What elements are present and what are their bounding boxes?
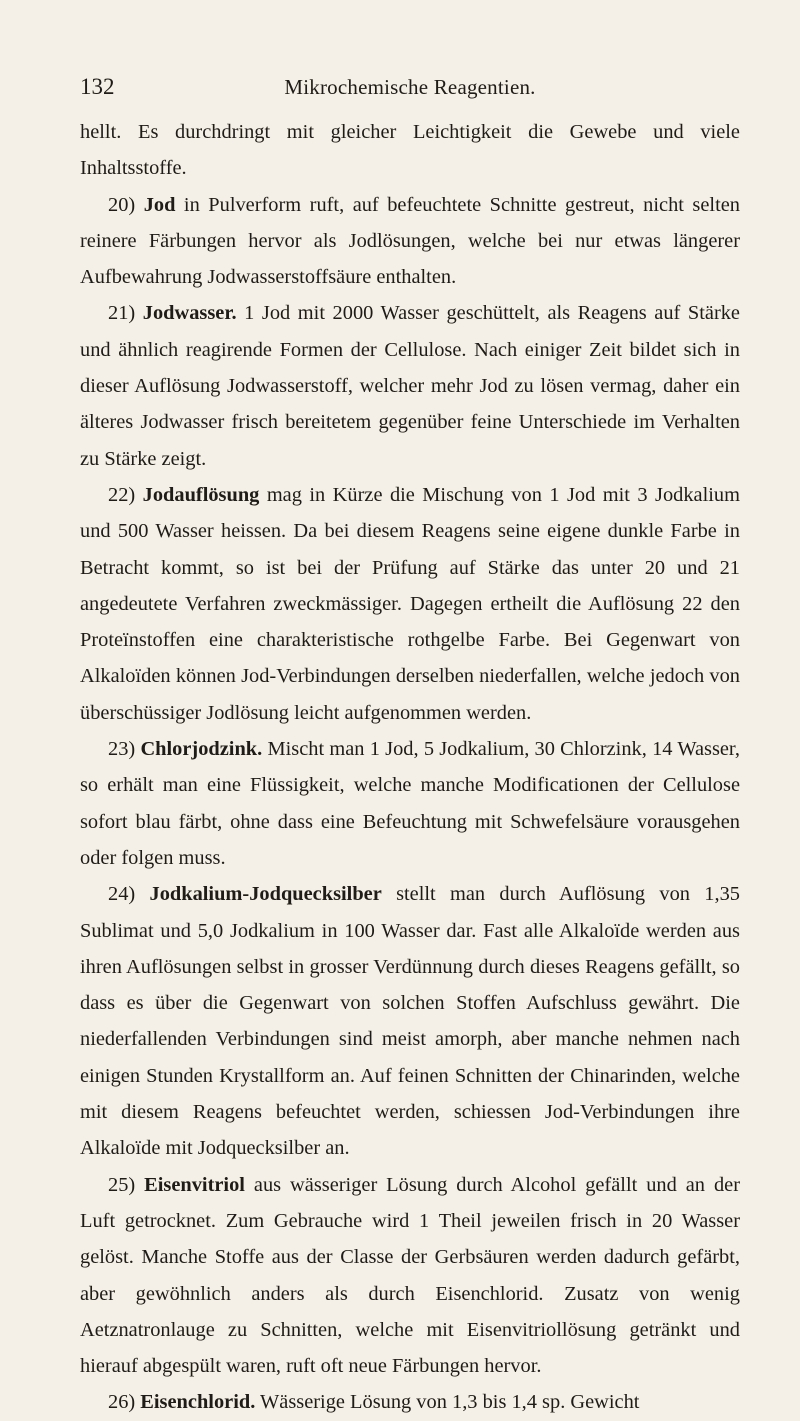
paragraph-26-eisenchlorid [80, 1384, 740, 1420]
paragraph-21-jodwasser [80, 295, 740, 476]
paragraph-term: Jodkalium-Jodquecksilber [149, 883, 382, 906]
paragraph-number: 24) [108, 883, 136, 906]
paragraph-term: Jodwasser. [142, 302, 237, 325]
paragraph-number: 21) [108, 302, 136, 325]
paragraph-term: Chlorjodzink. [140, 738, 263, 761]
paragraph-20-jod [80, 187, 740, 296]
paragraph-text: Wässerige Lösung von 1,3 bis 1,4 sp. Gewicht [255, 1391, 640, 1414]
paragraph-term: Eisenchlorid. [140, 1391, 256, 1414]
paragraph-text: aus wässeriger Lösung durch Alcohol gefällt und an der Luft getrocknet. Zum Gebrauche wird 1 Theil jeweilen frisch in 20 Wasser gelöst. Manche Stoffe aus der Classe der Gerbsäuren werden dadurch gefärbt, aber gewöhnlich anders als durch Eisenchlorid. Zusatz von wenig Aetznatronlauge zu Schnitten, welche mit Eisenvitriollösung getränkt und hierauf abgespült waren, ruft oft neue Färbungen hervor. [80, 1173, 740, 1378]
running-title: Mikrochemische Reagentien. [284, 75, 536, 99]
paragraph-term: Jodauflösung [142, 483, 260, 506]
paragraph-term: Eisenvitriol [144, 1173, 245, 1196]
paragraph-number: 22) [108, 483, 136, 506]
paragraph-text: in Pulverform ruft, auf befeuchtete Schnitte gestreut, nicht selten reinere Färbungen hervor als Jodlösungen, welche bei nur etwas längerer Aufbewahrung Jodwasserstoffsäure enthalten. [80, 193, 740, 289]
page-header [80, 74, 740, 114]
paragraph-term: Jod [143, 193, 176, 216]
page-number: 132 [80, 74, 115, 99]
body-text [80, 114, 740, 1421]
paragraph-23-chlorjodzink [80, 731, 740, 876]
paragraph-text: mag in Kürze die Mischung von 1 Jod mit 3 Jodkalium und 500 Wasser heissen. Da bei diesem Reagens seine eigene dunkle Farbe in Betracht kommt, so ist bei der Prüfung auf Stärke das unter 20 und 21 angedeutete Verfahren zweckmässiger. Dagegen ertheilt die Auflösung 22 den Proteïnstoffen eine charakteristische rothgelbe Farbe. Bei Gegenwart von Alkaloïden können Jod-Verbindungen derselben niederfallen, welche jedoch von überschüssiger Jodlösung leicht aufgenommen werden. [80, 483, 740, 724]
paragraph-text: Mischt man 1 Jod, 5 Jodkalium, 30 Chlorzink, 14 Wasser, so erhält man eine Flüssigkeit, welche manche Modificationen der Cellulose sofort blau färbt, ohne dass eine Befeuchtung mit Schwefelsäure vorausgehen oder folgen muss. [80, 738, 740, 869]
paragraph-22-jodaufloesung [80, 477, 740, 731]
paragraph-number: 23) [108, 738, 136, 761]
paragraph-text: stellt man durch Auflösung von 1,35 Sublimat und 5,0 Jodkalium in 100 Wasser dar. Fast alle Alkaloïde werden aus ihren Auflösungen selbst in grosser Verdünnung durch dieses Reagens gefällt, so dass es über die Gegenwart von solchen Stoffen Aufschluss gewährt. Die niederfallenden Verbindungen sind meist amorph, aber manche nehmen nach einigen Stunden Krystallform an. Auf feinen Schnitten der Chinarinden, welche mit diesem Reagens befeuchtet werden, schiessen Jod-Verbindungen ihre Alkaloïde mit Jodquecksilber an. [80, 883, 740, 1160]
paragraph-number: 20) [108, 193, 136, 216]
paragraph-continuation [80, 114, 740, 187]
paragraph-text: 1 Jod mit 2000 Wasser geschüttelt, als Reagens auf Stärke und ähnlich reagirende Formen der Cellulose. Nach einiger Zeit bildet sich in dieser Auflösung Jodwasserstoff, welcher mehr Jod zu lösen vermag, daher ein älteres Jodwasser frisch bereitetem gegenüber feine Unterschiede im Verhalten zu Stärke zeigt. [80, 302, 740, 470]
paragraph-25-eisenvitriol [80, 1167, 740, 1385]
paragraph-number: 25) [108, 1173, 136, 1196]
paragraph-24-jodkalium-jodquecksilber [80, 876, 740, 1166]
paragraph-number: 26) [108, 1391, 136, 1414]
paragraph-text: hellt. Es durchdringt mit gleicher Leichtigkeit die Gewebe und viele Inhaltsstoffe. [80, 121, 740, 180]
